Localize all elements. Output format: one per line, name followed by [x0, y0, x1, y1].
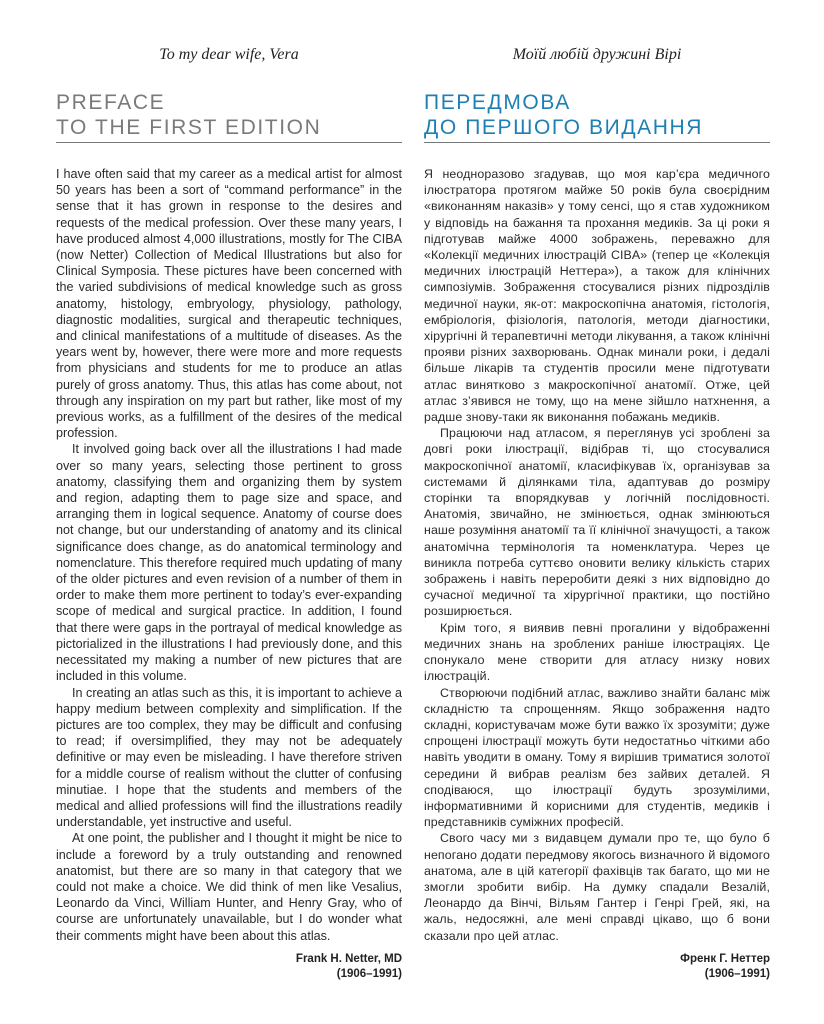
english-dedication: To my dear wife, Vera	[159, 46, 299, 63]
english-body	[56, 166, 402, 944]
english-heading-line1: PREFACE	[56, 91, 166, 114]
ukrainian-signature-years: (1906–1991)	[704, 968, 770, 980]
english-paragraph: It involved going back over all the illustrations I had made over so many years, selecting those pertinent to gross anatomy, classifying them and organizing them by system and region, adapting them to page size and space, and arranging them in logical sequence. Anatomy of course does not change, but our understanding of anatomy and its clinical significance does change, as do anatomical terminology and nomenclature. This therefore required much updating of many of the older pictures and even revision of a number of them in order to make them more pertinent to today’s ever-expanding scope of medical and surgical practice. In addition, I found that there were gaps in the portrayal of medical knowledge as pictorialized in the illustrations I had previously done, and this necessitated my making a number of new pictures that are included in this volume.	[56, 442, 402, 684]
ukrainian-paragraph: Працюючи над атласом, я переглянув усі зроблені за довгі роки ілюстрації, відібрав ті, що стосувалися макроскопічної анатомії, класифікував їх, організував за системами й ділянками тіла, адаптував до розміру сторінки та впорядкував у логічній послідовності. Анатомія, звичайно, не змінюється, однак змінюються наше розуміння анатомії та її клінічної значущості, а також анатомічна термінологія та номенклатура. Через це виникла потреба суттєво оновити велику кількість старих зображень і навіть переробити деякі з них відповідно до сучасної медичної та хірургічної практики, що постійно розширюється.	[424, 426, 770, 619]
ukrainian-heading-line1: ПЕРЕДМОВА	[424, 91, 571, 114]
ukrainian-paragraph: Створюючи подібний атлас, важливо знайти баланс між складністю та спрощенням. Якщо зображення надто складні, користувачам може бути важко їх зрозуміти; дуже спрощені ілюстрації можуть бути недостатньо чіткими або навіть уводити в оману. Тому я вирішив триматися золотої середини й вибрав реалізм без зайвих деталей. Я сподіваюся, що ілюстрації будуть зрозумілими, інформативними й корисними для студентів, медиків і представників суміжних професій.	[424, 685, 770, 830]
ukrainian-body	[424, 166, 770, 944]
ukrainian-dedication: Моїй любій дружині Вірі	[512, 46, 682, 63]
english-signature-years: (1906–1991)	[336, 968, 402, 980]
ukrainian-heading-line2: ДО ПЕРШОГО ВИДАННЯ	[424, 116, 704, 139]
ukrainian-paragraph: Я неодноразово згадував, що моя кар’єра медичного ілюстратора протягом майже 50 років була своєрідним «виконанням наказів» у тому сенсі, що я став художником у відповідь на бажання та прохання медиків. За ці роки я підготував майже 4000 зображень, переважно для «Колекції медичних ілюстрацій CIBA» (тепер це «Колекція медичних ілюстрацій Неттера»), а також для клінічних симпозіумів. Зображення стосувалися різних підрозділів медичної науки, як-от: макроскопічна анатомія, гістологія, ембріологія, фізіологія, патологія, методи діагностики, хірургічні й терапевтичні методи лікування, а також клінічні прояви різних захворювань. Однак минали роки, і дедалі більше лікарів та студентів просили мене підготувати атлас винятково з макроскопічної анатомії. Отже, цей атлас з’явився не тому, що на мене зійшло натхнення, а радше знову-таки як виконання побажань медиків.	[424, 167, 770, 425]
ukrainian-signature	[680, 952, 770, 982]
english-paragraph: At one point, the publisher and I thought it might be nice to include a foreword by a truly outstanding and renowned anatomist, but there are so many in that category that we could not make a choice. We did think of men like Vesalius, Leonardo da Vinci, William Hunter, and Henry Gray, who of course are unfortunately unavailable, but I do wonder what their comments might have been about this atlas.	[56, 831, 402, 943]
english-paragraph: I have often said that my career as a medical artist for almost 50 years has been a sort of “command performance” in the sense that it has grown in response to the desires and requests of the medical profession. Over these many years, I have produced almost 4,000 illustrations, mostly for The CIBA (now Netter) Collection of Medical Illustrations but also for Clinical Symposia. These pictures have been concerned with the varied subdivisions of medical knowledge such as gross anatomy, histology, embryology, physiology, pathology, diagnostic modalities, surgical and therapeutic techniques, and clinical manifestations of a multitude of diseases. As the years went by, however, there were more and more requests from physicians and students for me to produce an atlas purely of gross anatomy. Thus, this atlas has come about, not through any inspiration on my part but rather, like most of my previous works, as a fulfillment of the desires of the medical profession.	[56, 167, 402, 441]
english-heading-line2: TO THE FIRST EDITION	[56, 116, 322, 139]
english-heading	[56, 90, 402, 143]
ukrainian-paragraph: Крім того, я виявив певні прогалини у відображенні медичних знань на зроблених раніше ілюстраціях. Це спонукало мене створити для атласу низку нових ілюстрацій.	[424, 620, 770, 684]
ukrainian-heading	[424, 90, 770, 143]
english-paragraph: In creating an atlas such as this, it is important to achieve a happy medium between complexity and simplification. If the pictures are too complex, they may be difficult and confusing to read; if oversimplified, they may not be adequately definitive or may even be misleading. I have therefore striven for a middle course of realism without the clutter of confusing minutiae. I hope that the students and members of the medical and allied professions will find the illustrations readily understandable, yet instructive and useful.	[56, 685, 402, 830]
ukrainian-paragraph: Свого часу ми з видавцем думали про те, що було б непогано додати передмову якогось визначного й відомого анатома, але в цій категорії фахівців так багато, що ми не змогли зробити вибір. На думку спадали Везалій, Леонардо да Вінчі, Вільям Гантер і Генрі Грей, які, на жаль, недосяжні, але мені справді цікаво, що б вони сказали про цей атлас.	[424, 831, 770, 943]
english-signature-name: Frank H. Netter, MD	[295, 953, 402, 965]
ukrainian-signature-name: Френк Г. Неттер	[680, 953, 770, 965]
english-signature	[296, 952, 402, 982]
